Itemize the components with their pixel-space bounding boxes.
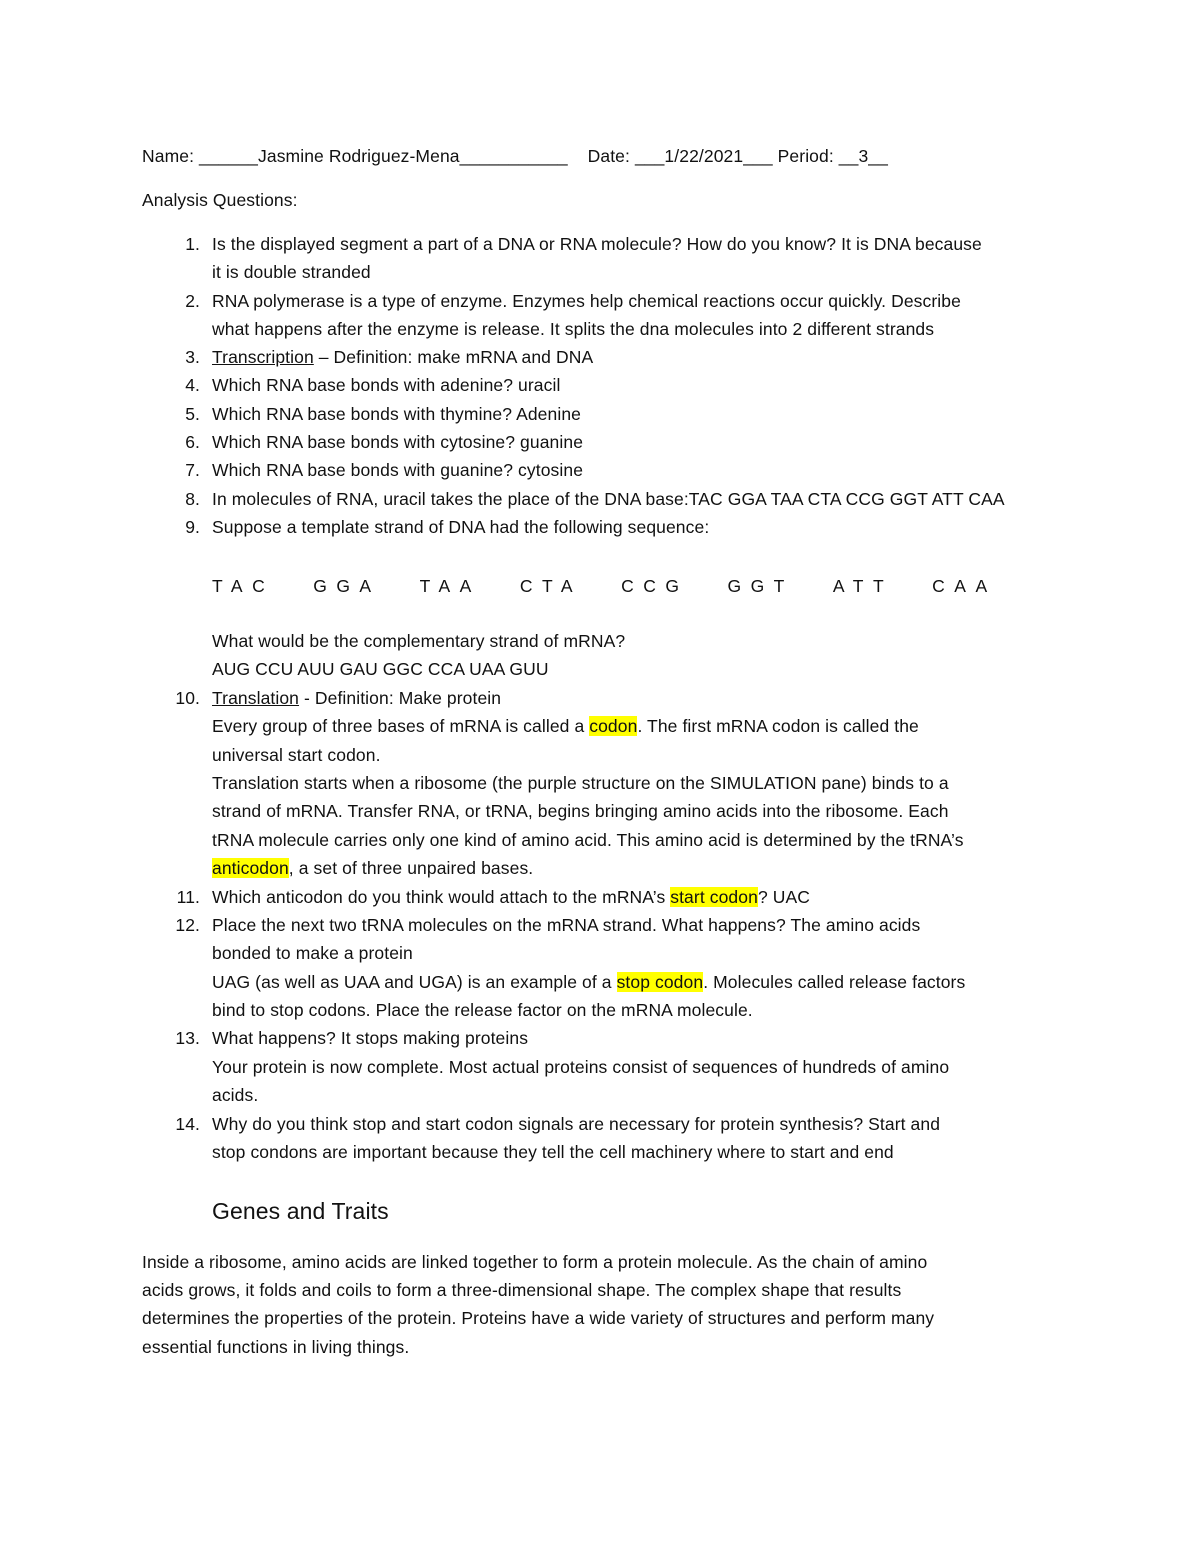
translation-line: tRNA molecule carries only one kind of amino acid. This amino acid is determined by the tRNA’s [212, 830, 964, 850]
text-span: ? UAC [757, 887, 810, 907]
q9-prompt: What would be the complementary strand of mRNA? [212, 631, 626, 651]
analysis-title: Analysis Questions: [142, 190, 298, 210]
question-text: Place the next two tRNA molecules on the mRNA strand. What happens? The amino acids [212, 915, 921, 935]
question-text [212, 887, 810, 908]
question-text: Which RNA base bonds with adenine? uracil [212, 375, 561, 395]
name-label: Name: [142, 146, 195, 166]
paragraph-line: acids grows, it folds and coils to form a three-dimensional shape. The complex shape that results [142, 1280, 902, 1300]
dna-sequence [212, 576, 1036, 597]
q9-answer: AUG CCU AUU GAU GGC CCA UAA GUU [212, 659, 549, 679]
paragraph-line: determines the properties of the protein. Proteins have a wide variety of structures and perform many [142, 1308, 935, 1328]
dna-triplet: GGA [313, 576, 381, 596]
dna-triplet: ATT [832, 576, 894, 596]
highlight-stop-codon: stop codon [616, 972, 704, 992]
question-number: 5. [185, 404, 200, 424]
question-number: 13. [175, 1028, 200, 1048]
period-value: __3__ [838, 146, 888, 166]
dna-triplet: CTA [519, 576, 583, 596]
q13-extra-line: acids. [212, 1085, 259, 1105]
question-number: 9. [185, 517, 200, 537]
text-span: . The first mRNA codon is called the [637, 716, 919, 736]
dna-triplet: CAA [932, 576, 997, 596]
question-number: 6. [185, 432, 200, 452]
dna-triplet: CCG [621, 576, 689, 596]
question-text [212, 688, 501, 709]
text-span: Which anticodon do you think would attach to the mRNA’s [212, 887, 671, 907]
translation-line: strand of mRNA. Transfer RNA, or tRNA, begins bringing amino acids into the ribosome. Each [212, 801, 949, 821]
name-value: ______Jasmine Rodriguez-Mena___________ [199, 146, 568, 166]
term-transcription: Transcription [212, 347, 314, 367]
question-text: Which RNA base bonds with thymine? Adenine [212, 404, 581, 424]
question-number: 4. [185, 375, 200, 395]
text-span: . Molecules called release factors [703, 972, 966, 992]
question-text: Which RNA base bonds with cytosine? guanine [212, 432, 584, 452]
question-text: Suppose a template strand of DNA had the following sequence: [212, 517, 710, 537]
question-number: 1. [185, 234, 200, 254]
section-heading: Genes and Traits [212, 1198, 389, 1224]
question-number: 14. [175, 1114, 200, 1134]
question-number: 2. [185, 291, 200, 311]
period-label: Period: [777, 146, 834, 166]
dna-triplet: TAA [419, 576, 481, 596]
translation-line [212, 858, 533, 879]
dna-triplet: TAC [212, 576, 275, 596]
question-number: 8. [185, 489, 200, 509]
text-span: , a set of three unpaired bases. [288, 858, 534, 878]
question-number: 10. [175, 688, 200, 708]
paragraph-line: Inside a ribosome, amino acids are linked together to form a protein molecule. As the chain of amino [142, 1252, 928, 1272]
definition-text: – Definition: make mRNA and DNA [313, 347, 594, 367]
question-text: Is the displayed segment a part of a DNA or RNA molecule? How do you know? It is DNA because [212, 234, 982, 254]
header-line [142, 146, 888, 167]
question-text: Which RNA base bonds with guanine? cytosine [212, 460, 584, 480]
highlight-anticodon: anticodon [212, 858, 289, 878]
question-text: what happens after the enzyme is release. It splits the dna molecules into 2 different strands [212, 319, 935, 339]
q13-extra-line: Your protein is now complete. Most actual proteins consist of sequences of hundreds of amino [212, 1057, 950, 1077]
question-number: 3. [185, 347, 200, 367]
highlight-codon: codon [589, 716, 638, 736]
question-number: 12. [175, 915, 200, 935]
date-label: Date: [587, 146, 630, 166]
q12-extra-line: bind to stop codons. Place the release factor on the mRNA molecule. [212, 1000, 753, 1020]
translation-line: Translation starts when a ribosome (the purple structure on the SIMULATION pane) binds to a [212, 773, 949, 793]
text-span: Every group of three bases of mRNA is called a [212, 716, 590, 736]
question-text: Why do you think stop and start codon signals are necessary for protein synthesis? Start and [212, 1114, 941, 1134]
translation-line [212, 716, 919, 737]
question-text [212, 347, 593, 368]
term-translation: Translation [212, 688, 300, 708]
highlight-start-codon: start codon [670, 887, 758, 907]
question-text: RNA polymerase is a type of enzyme. Enzymes help chemical reactions occur quickly. Describe [212, 291, 961, 311]
question-number: 11. [176, 887, 200, 907]
paragraph-line: essential functions in living things. [142, 1337, 410, 1357]
question-text: it is double stranded [212, 262, 371, 282]
question-text: bonded to make a protein [212, 943, 413, 963]
dna-triplet: GGT [727, 576, 794, 596]
translation-line: universal start codon. [212, 745, 381, 765]
definition-text: - Definition: Make protein [299, 688, 502, 708]
date-value: ___1/22/2021___ [634, 146, 773, 166]
question-text: stop condons are important because they tell the cell machinery where to start and end [212, 1142, 894, 1162]
q12-extra-line [212, 972, 965, 993]
text-span: UAG (as well as UAA and UGA) is an example of a [212, 972, 617, 992]
question-text: What happens? It stops making proteins [212, 1028, 529, 1048]
question-text: In molecules of RNA, uracil takes the place of the DNA base:TAC GGA TAA CTA CCG GGT ATT CAA [212, 489, 1005, 509]
question-number: 7. [185, 460, 200, 480]
